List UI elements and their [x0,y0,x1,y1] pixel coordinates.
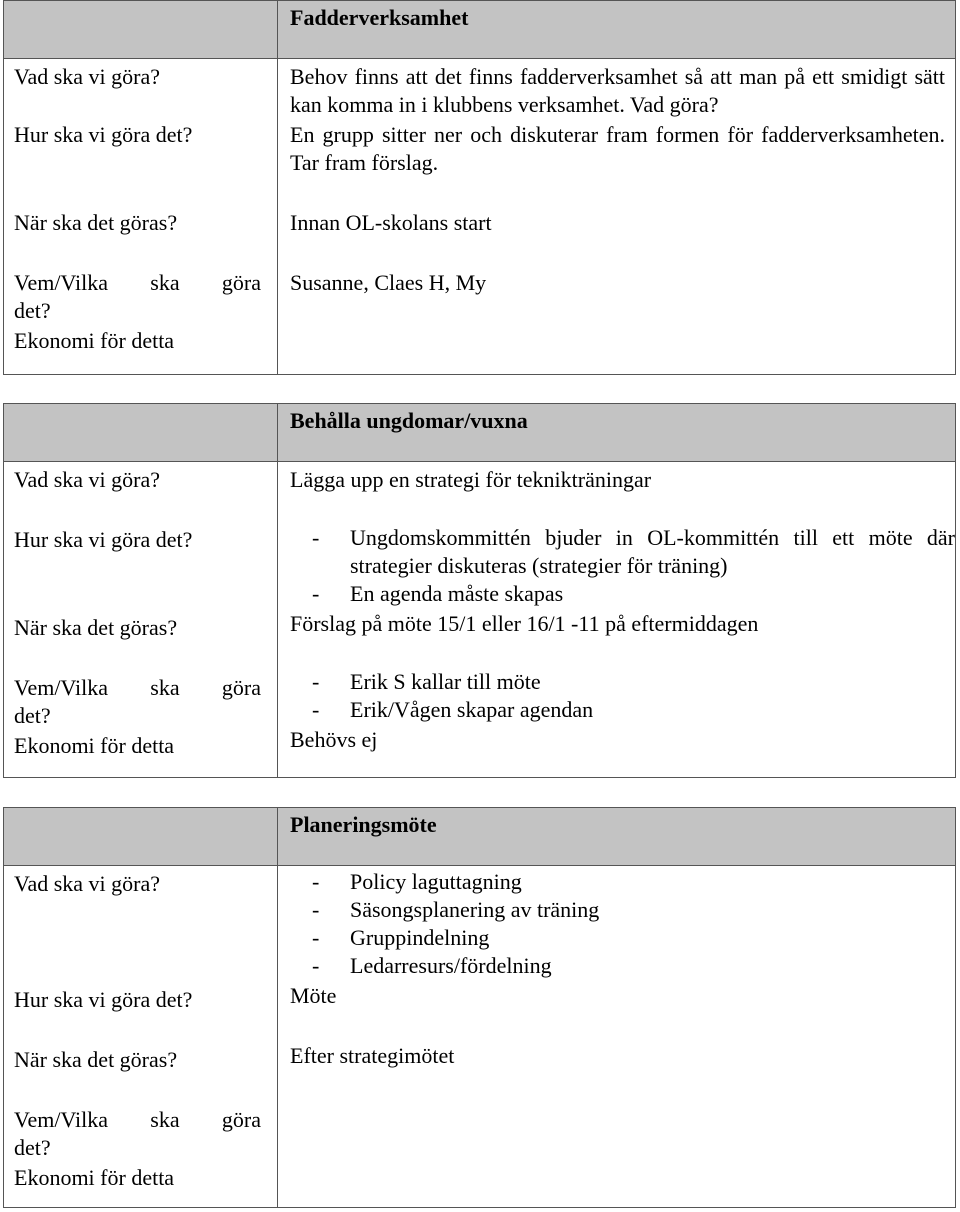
value-who: Susanne, Claes H, My [290,270,487,295]
label-who-cont: det? [14,703,51,728]
section-behalla [3,403,956,778]
value-when: Innan OL-skolans start [290,210,492,235]
section-title-cell [278,1,956,59]
list-item: - Gruppindelning [312,924,955,952]
list-item: - Policy laguttagning [312,868,955,896]
values-cell [278,59,956,375]
label-who-cont: det? [14,298,51,323]
value-when: Efter strategimötet [290,1043,455,1068]
list-item: - Ungdomskommittén bjuder in OL-kommittén till ett möte där strategier diskuteras (strategier för träning) [312,524,955,580]
list-item: - En agenda måste skapas [312,580,955,608]
header-blank-cell [4,1,278,59]
label-what: Vad ska vi göra? [14,467,161,492]
section-title: Behålla ungdomar/vuxna [290,408,528,433]
label-how: Hur ska vi göra det? [14,122,193,147]
value-what: Behov finns att det finns fadderverksamhet så att man på ett smidigt sätt kan komma in i klubbens verksamhet. Vad göra? [290,64,945,117]
section-title: Planeringsmöte [290,812,437,837]
label-who: Vem/Vilka ska göra [14,270,261,295]
list-item: - Erik S kallar till möte [312,668,955,696]
value-when: Förslag på möte 15/1 eller 16/1 -11 på eftermiddagen [290,611,759,636]
value-how: En grupp sitter ner och diskuterar fram formen för fadderverksamheten. Tar fram förslag. [290,122,945,175]
label-who-cont: det? [14,1135,51,1160]
label-when: När ska det göras? [14,615,178,640]
label-how: Hur ska vi göra det? [14,527,193,552]
label-what: Vad ska vi göra? [14,64,161,89]
label-economy: Ekonomi för detta [14,328,175,353]
label-who: Vem/Vilka ska göra [14,675,261,700]
values-cell [278,462,956,778]
section-planeringsmote [3,807,956,1208]
list-item: - Erik/Vågen skapar agendan [312,696,955,724]
label-what: Vad ska vi göra? [14,871,161,896]
value-what-list [278,868,955,980]
value-economy [278,1102,955,1104]
value-how-list [278,524,955,608]
section-title: Fadderverksamhet [290,5,469,30]
label-economy: Ekonomi för detta [14,1165,175,1190]
labels-cell [4,59,278,375]
section-fadderverksamhet [3,0,956,375]
value-economy [278,297,955,299]
list-item: - Säsongsplanering av träning [312,896,955,924]
value-who-list [278,668,955,724]
values-cell [278,866,956,1208]
value-what: Lägga upp en strategi för teknikträningar [290,467,652,492]
section-title-cell [278,404,956,462]
header-blank-cell [4,404,278,462]
labels-cell [4,866,278,1208]
label-when: När ska det göras? [14,1047,178,1072]
header-blank-cell [4,808,278,866]
section-title-cell [278,808,956,866]
labels-cell [4,462,278,778]
list-item: - Ledarresurs/fördelning [312,952,955,980]
label-economy: Ekonomi för detta [14,733,175,758]
value-economy: Behövs ej [290,727,378,752]
label-how: Hur ska vi göra det? [14,987,193,1012]
label-when: När ska det göras? [14,210,178,235]
value-how: Möte [290,983,337,1008]
label-who: Vem/Vilka ska göra [14,1107,261,1132]
